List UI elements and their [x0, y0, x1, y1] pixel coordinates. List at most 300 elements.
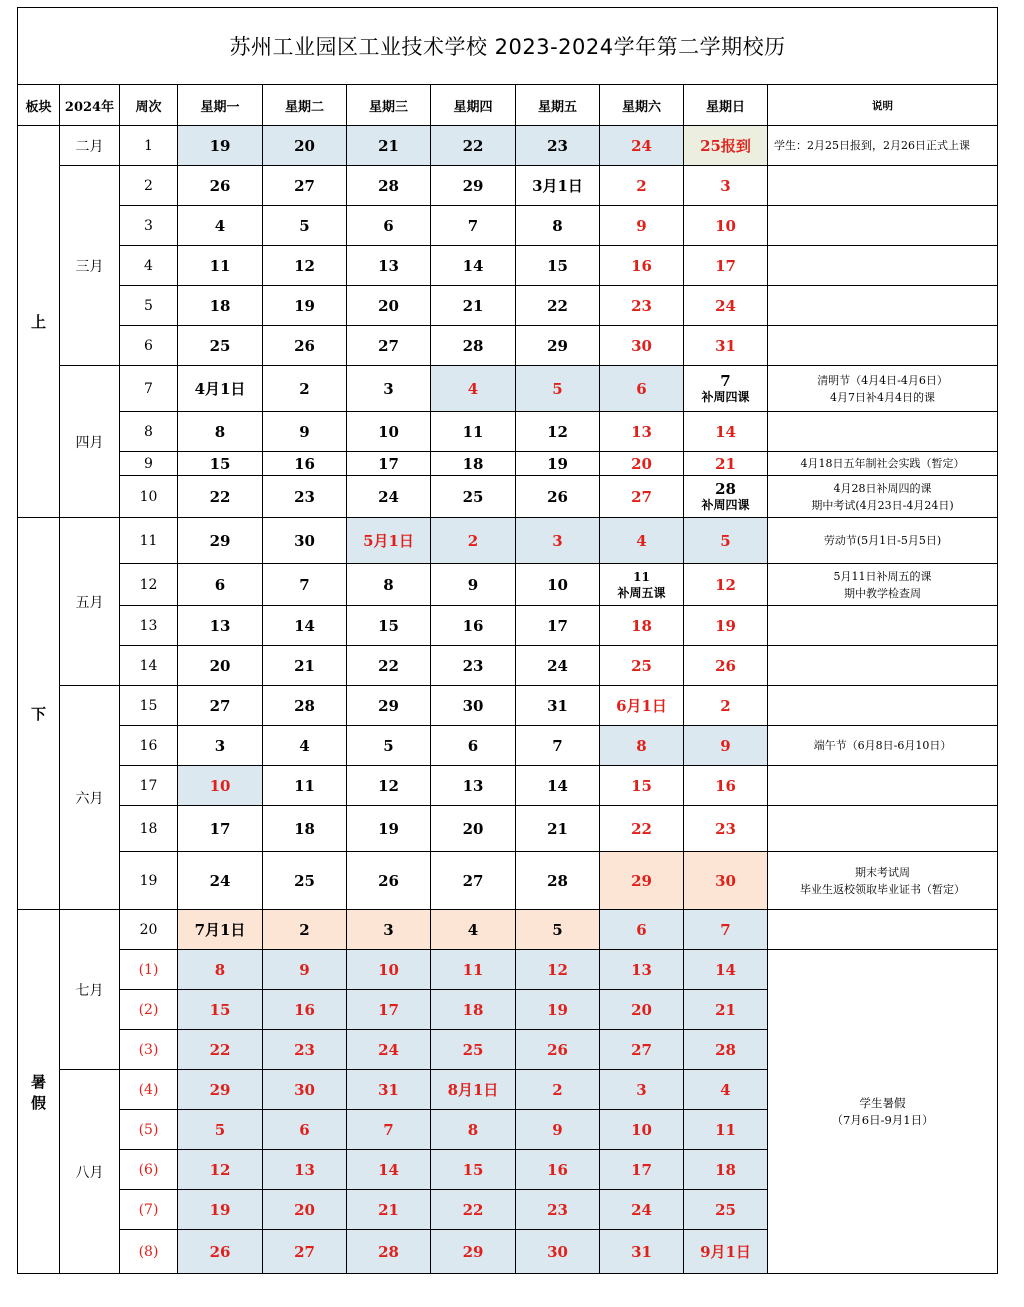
day-cell: 14 — [347, 1150, 431, 1190]
week-number: 16 — [120, 726, 178, 766]
block-cell: 暑 假 — [18, 910, 60, 1274]
makeup-class-label: 补周四课 — [701, 497, 750, 512]
day-cell: 4 — [600, 518, 684, 564]
table-row — [18, 564, 998, 606]
day-cell: 26 — [684, 646, 768, 686]
week-number: 2 — [120, 166, 178, 206]
day-cell: 6 — [600, 910, 684, 950]
note-line: 4月7日补4月4日的课 — [830, 390, 936, 404]
table-row — [18, 950, 998, 990]
note-cell — [768, 412, 998, 452]
table-row — [18, 246, 998, 286]
day-cell: 12 — [516, 950, 600, 990]
day-cell: 12 — [684, 564, 768, 606]
day-cell: 30 — [263, 518, 347, 564]
note-cell — [768, 366, 998, 412]
note-cell — [768, 564, 998, 606]
day-cell: 24 — [600, 126, 684, 166]
table-row — [18, 852, 998, 910]
day-cell: 3 — [684, 166, 768, 206]
day-cell: 3 — [347, 366, 431, 412]
day-cell: 18 — [263, 806, 347, 852]
note-line: 期末考试周 — [855, 865, 911, 879]
note-line: 清明节（4月4日-4月6日） — [817, 373, 948, 387]
table-row — [18, 476, 998, 518]
day-cell: 29 — [178, 518, 263, 564]
day-number: 11 — [633, 569, 650, 584]
day-cell: 16 — [263, 452, 347, 476]
day-cell: 27 — [263, 166, 347, 206]
day-cell: 5 — [516, 910, 600, 950]
day-cell: 30 — [684, 852, 768, 910]
week-number: 7 — [120, 366, 178, 412]
day-cell: 13 — [600, 412, 684, 452]
note-line: 期中考试(4月23日-4月24日) — [811, 498, 954, 512]
day-cell: 5 — [347, 726, 431, 766]
day-cell: 3 — [600, 1070, 684, 1110]
day-cell: 23 — [431, 646, 516, 686]
day-cell: 21 — [431, 286, 516, 326]
note-line: （7月6日-9月1日） — [831, 1112, 934, 1127]
note-cell: 劳动节(5月1日-5月5日) — [768, 518, 998, 564]
table-row — [18, 326, 998, 366]
day-cell: 13 — [431, 766, 516, 806]
day-cell: 18 — [600, 606, 684, 646]
day-cell: 29 — [516, 326, 600, 366]
day-cell: 28 — [516, 852, 600, 910]
day-cell: 31 — [684, 326, 768, 366]
day-cell: 26 — [347, 852, 431, 910]
day-cell: 4 — [431, 366, 516, 412]
header-row — [18, 85, 998, 126]
day-cell: 14 — [516, 766, 600, 806]
table-row — [18, 126, 998, 166]
day-cell: 31 — [600, 1230, 684, 1274]
week-number: (2) — [120, 990, 178, 1030]
page-title: 苏州工业园区工业技术学校 2023-2024学年第二学期校历 — [18, 8, 998, 85]
week-number: 8 — [120, 412, 178, 452]
day-cell: 16 — [263, 990, 347, 1030]
note-cell — [768, 286, 998, 326]
day-cell: 13 — [263, 1150, 347, 1190]
day-cell: 25报到 — [684, 126, 768, 166]
day-cell: 22 — [600, 806, 684, 852]
day-cell: 13 — [347, 246, 431, 286]
note-line: 5月11日补周五的课 — [833, 569, 932, 583]
day-cell: 3 — [347, 910, 431, 950]
day-cell: 26 — [263, 326, 347, 366]
month-cell: 七月 — [60, 910, 120, 1070]
day-cell: 7月1日 — [178, 910, 263, 950]
day-cell: 22 — [516, 286, 600, 326]
day-cell: 30 — [263, 1070, 347, 1110]
day-cell: 12 — [347, 766, 431, 806]
day-cell: 22 — [431, 126, 516, 166]
day-cell: 15 — [178, 452, 263, 476]
day-cell: 19 — [516, 452, 600, 476]
day-cell — [600, 564, 684, 606]
day-cell: 7 — [263, 564, 347, 606]
day-cell: 14 — [431, 246, 516, 286]
day-cell: 14 — [684, 950, 768, 990]
week-number: 12 — [120, 564, 178, 606]
day-cell: 6 — [263, 1110, 347, 1150]
day-cell: 29 — [431, 166, 516, 206]
day-cell: 9 — [516, 1110, 600, 1150]
week-number: 18 — [120, 806, 178, 852]
week-number: 13 — [120, 606, 178, 646]
day-cell: 9 — [263, 412, 347, 452]
day-cell: 18 — [431, 990, 516, 1030]
day-cell: 4 — [178, 206, 263, 246]
day-cell: 25 — [684, 1190, 768, 1230]
table-row — [18, 452, 998, 476]
day-cell: 23 — [263, 476, 347, 518]
note-cell — [768, 246, 998, 286]
header-cell: 星期六 — [600, 85, 684, 126]
day-cell: 22 — [431, 1190, 516, 1230]
table-row — [18, 910, 998, 950]
day-cell: 14 — [684, 412, 768, 452]
day-cell: 2 — [431, 518, 516, 564]
day-cell: 19 — [516, 990, 600, 1030]
day-cell: 24 — [347, 476, 431, 518]
table-row — [18, 646, 998, 686]
day-cell: 9 — [600, 206, 684, 246]
day-cell: 20 — [347, 286, 431, 326]
day-cell: 8 — [347, 564, 431, 606]
day-cell: 28 — [431, 326, 516, 366]
week-number: 15 — [120, 686, 178, 726]
day-cell: 11 — [431, 950, 516, 990]
day-cell: 23 — [516, 126, 600, 166]
day-cell: 18 — [178, 286, 263, 326]
day-cell: 23 — [263, 1030, 347, 1070]
week-number: 9 — [120, 452, 178, 476]
note-cell — [768, 806, 998, 852]
day-cell: 6 — [431, 726, 516, 766]
day-cell: 6 — [600, 366, 684, 412]
day-cell: 19 — [178, 126, 263, 166]
school-calendar-table — [17, 7, 998, 1274]
day-cell: 27 — [600, 476, 684, 518]
header-cell: 星期日 — [684, 85, 768, 126]
day-cell: 26 — [516, 476, 600, 518]
day-cell: 2 — [263, 910, 347, 950]
month-cell: 三月 — [60, 166, 120, 366]
day-cell: 11 — [178, 246, 263, 286]
day-cell: 21 — [516, 806, 600, 852]
month-cell: 五月 — [60, 518, 120, 686]
header-cell: 星期四 — [431, 85, 516, 126]
block-cell: 下 — [18, 518, 60, 910]
table-row — [18, 366, 998, 412]
day-cell: 6 — [178, 564, 263, 606]
note-line: 毕业生返校领取毕业证书（暂定） — [800, 882, 966, 896]
note-cell — [768, 766, 998, 806]
note-cell — [768, 646, 998, 686]
day-cell: 5 — [178, 1110, 263, 1150]
day-cell: 8 — [431, 1110, 516, 1150]
day-cell: 8月1日 — [431, 1070, 516, 1110]
week-number: (1) — [120, 950, 178, 990]
week-number: (3) — [120, 1030, 178, 1070]
note-cell — [768, 686, 998, 726]
day-cell: 25 — [431, 476, 516, 518]
day-cell: 21 — [347, 1190, 431, 1230]
day-cell: 29 — [600, 852, 684, 910]
day-cell: 2 — [600, 166, 684, 206]
day-cell: 4 — [263, 726, 347, 766]
day-cell: 10 — [178, 766, 263, 806]
day-cell: 9 — [431, 564, 516, 606]
week-number: 17 — [120, 766, 178, 806]
day-cell: 12 — [516, 412, 600, 452]
day-cell: 20 — [263, 126, 347, 166]
week-number: (6) — [120, 1150, 178, 1190]
week-number: (5) — [120, 1110, 178, 1150]
day-cell: 4 — [431, 910, 516, 950]
day-cell: 29 — [347, 686, 431, 726]
month-cell: 四月 — [60, 366, 120, 518]
day-cell: 13 — [600, 950, 684, 990]
day-cell: 5 — [263, 206, 347, 246]
day-cell: 23 — [684, 806, 768, 852]
day-cell: 11 — [684, 1110, 768, 1150]
day-cell: 6月1日 — [600, 686, 684, 726]
day-cell: 17 — [516, 606, 600, 646]
day-cell: 7 — [431, 206, 516, 246]
note-cell — [768, 166, 998, 206]
day-cell: 31 — [516, 686, 600, 726]
day-cell — [684, 476, 768, 518]
day-cell: 21 — [684, 452, 768, 476]
week-number: 5 — [120, 286, 178, 326]
note-cell — [768, 476, 998, 518]
week-number: 14 — [120, 646, 178, 686]
vacation-note-cell — [768, 950, 998, 1274]
block-cell: 上 — [18, 126, 60, 518]
week-number: 3 — [120, 206, 178, 246]
day-cell: 2 — [516, 1070, 600, 1110]
day-cell: 12 — [263, 246, 347, 286]
day-cell: 11 — [263, 766, 347, 806]
week-number: 4 — [120, 246, 178, 286]
day-cell: 21 — [347, 126, 431, 166]
day-cell: 23 — [600, 286, 684, 326]
header-cell: 星期一 — [178, 85, 263, 126]
day-cell: 28 — [263, 686, 347, 726]
day-cell: 15 — [178, 990, 263, 1030]
week-number: 20 — [120, 910, 178, 950]
day-cell: 14 — [263, 606, 347, 646]
day-cell: 25 — [431, 1030, 516, 1070]
day-cell: 24 — [347, 1030, 431, 1070]
day-cell: 18 — [431, 452, 516, 476]
day-cell: 20 — [600, 990, 684, 1030]
day-cell: 17 — [178, 806, 263, 852]
day-cell: 19 — [178, 1190, 263, 1230]
day-cell: 28 — [684, 1030, 768, 1070]
day-cell: 16 — [684, 766, 768, 806]
day-cell: 31 — [347, 1070, 431, 1110]
header-cell: 星期五 — [516, 85, 600, 126]
day-cell: 17 — [600, 1150, 684, 1190]
day-cell: 24 — [684, 286, 768, 326]
day-cell: 23 — [516, 1190, 600, 1230]
table-row — [18, 206, 998, 246]
note-cell — [768, 852, 998, 910]
day-cell: 20 — [431, 806, 516, 852]
day-cell: 11 — [431, 412, 516, 452]
header-cell: 2024年 — [60, 85, 120, 126]
table-row — [18, 606, 998, 646]
table-row — [18, 766, 998, 806]
day-cell: 21 — [684, 990, 768, 1030]
table-row — [18, 518, 998, 564]
day-cell: 28 — [347, 166, 431, 206]
day-cell: 22 — [178, 476, 263, 518]
table-row — [18, 806, 998, 852]
day-cell: 17 — [347, 452, 431, 476]
day-cell: 25 — [263, 852, 347, 910]
note-cell: 4月18日五年制社会实践（暂定） — [768, 452, 998, 476]
table-row — [18, 726, 998, 766]
week-number: 10 — [120, 476, 178, 518]
day-cell: 26 — [178, 166, 263, 206]
day-cell: 10 — [347, 412, 431, 452]
day-cell: 17 — [347, 990, 431, 1030]
day-cell: 24 — [516, 646, 600, 686]
day-cell: 10 — [600, 1110, 684, 1150]
month-cell: 八月 — [60, 1070, 120, 1274]
day-cell: 9 — [263, 950, 347, 990]
day-cell: 22 — [178, 1030, 263, 1070]
table-row — [18, 412, 998, 452]
day-cell: 18 — [684, 1150, 768, 1190]
day-cell: 15 — [516, 246, 600, 286]
note-cell: 学生：2月25日报到，2月26日正式上课 — [768, 126, 998, 166]
note-line: 期中教学检查周 — [844, 586, 922, 600]
day-cell: 27 — [178, 686, 263, 726]
day-cell: 24 — [178, 852, 263, 910]
month-cell: 六月 — [60, 686, 120, 910]
day-cell: 16 — [516, 1150, 600, 1190]
day-cell: 3 — [516, 518, 600, 564]
day-cell: 13 — [178, 606, 263, 646]
makeup-class-label: 补周五课 — [617, 585, 666, 600]
note-cell — [768, 910, 998, 950]
week-number: (4) — [120, 1070, 178, 1110]
day-cell: 15 — [431, 1150, 516, 1190]
note-cell — [768, 606, 998, 646]
day-cell: 27 — [347, 326, 431, 366]
week-number: (7) — [120, 1190, 178, 1230]
day-cell: 4 — [684, 1070, 768, 1110]
day-cell: 5月1日 — [347, 518, 431, 564]
note-line: 4月28日补周四的课 — [833, 481, 932, 495]
day-cell: 20 — [263, 1190, 347, 1230]
table-row — [18, 686, 998, 726]
day-cell: 5 — [516, 366, 600, 412]
day-cell — [684, 366, 768, 412]
day-cell: 29 — [178, 1070, 263, 1110]
makeup-class-label: 补周四课 — [701, 389, 750, 404]
day-cell: 7 — [347, 1110, 431, 1150]
day-cell: 28 — [347, 1230, 431, 1274]
day-cell: 19 — [263, 286, 347, 326]
day-cell: 26 — [178, 1230, 263, 1274]
day-cell: 30 — [431, 686, 516, 726]
day-cell: 7 — [684, 910, 768, 950]
day-cell: 9月1日 — [684, 1230, 768, 1274]
day-cell: 19 — [347, 806, 431, 852]
day-cell: 25 — [178, 326, 263, 366]
week-number: 11 — [120, 518, 178, 564]
day-cell: 27 — [431, 852, 516, 910]
day-cell: 30 — [516, 1230, 600, 1274]
day-cell: 9 — [684, 726, 768, 766]
note-cell: 端午节（6月8日-6月10日） — [768, 726, 998, 766]
day-cell: 17 — [684, 246, 768, 286]
day-cell: 20 — [600, 452, 684, 476]
table-row — [18, 166, 998, 206]
day-cell: 2 — [263, 366, 347, 412]
day-cell: 29 — [431, 1230, 516, 1274]
day-cell: 19 — [684, 606, 768, 646]
day-cell: 5 — [684, 518, 768, 564]
note-cell — [768, 326, 998, 366]
day-cell: 15 — [347, 606, 431, 646]
header-cell: 周次 — [120, 85, 178, 126]
day-cell: 10 — [684, 206, 768, 246]
day-cell: 22 — [347, 646, 431, 686]
week-number: 1 — [120, 126, 178, 166]
note-cell — [768, 206, 998, 246]
day-cell: 12 — [178, 1150, 263, 1190]
day-cell: 8 — [178, 412, 263, 452]
day-cell: 2 — [684, 686, 768, 726]
note-line: 学生暑假 — [859, 1095, 906, 1110]
day-cell: 10 — [516, 564, 600, 606]
day-cell: 10 — [347, 950, 431, 990]
day-cell: 8 — [600, 726, 684, 766]
table-row — [18, 286, 998, 326]
day-cell: 24 — [600, 1190, 684, 1230]
day-cell: 30 — [600, 326, 684, 366]
day-cell: 7 — [516, 726, 600, 766]
header-cell: 板块 — [18, 85, 60, 126]
header-cell: 星期三 — [347, 85, 431, 126]
day-cell: 21 — [263, 646, 347, 686]
day-cell: 4月1日 — [178, 366, 263, 412]
day-cell: 16 — [431, 606, 516, 646]
day-cell: 8 — [178, 950, 263, 990]
day-cell: 27 — [263, 1230, 347, 1274]
day-cell: 20 — [178, 646, 263, 686]
header-cell: 说明 — [768, 85, 998, 126]
day-cell: 27 — [600, 1030, 684, 1070]
week-number: 6 — [120, 326, 178, 366]
day-cell: 16 — [600, 246, 684, 286]
day-cell: 8 — [516, 206, 600, 246]
day-number: 28 — [715, 479, 736, 498]
day-cell: 6 — [347, 206, 431, 246]
month-cell: 二月 — [60, 126, 120, 166]
day-cell: 25 — [600, 646, 684, 686]
week-number: 19 — [120, 852, 178, 910]
day-cell: 26 — [516, 1030, 600, 1070]
